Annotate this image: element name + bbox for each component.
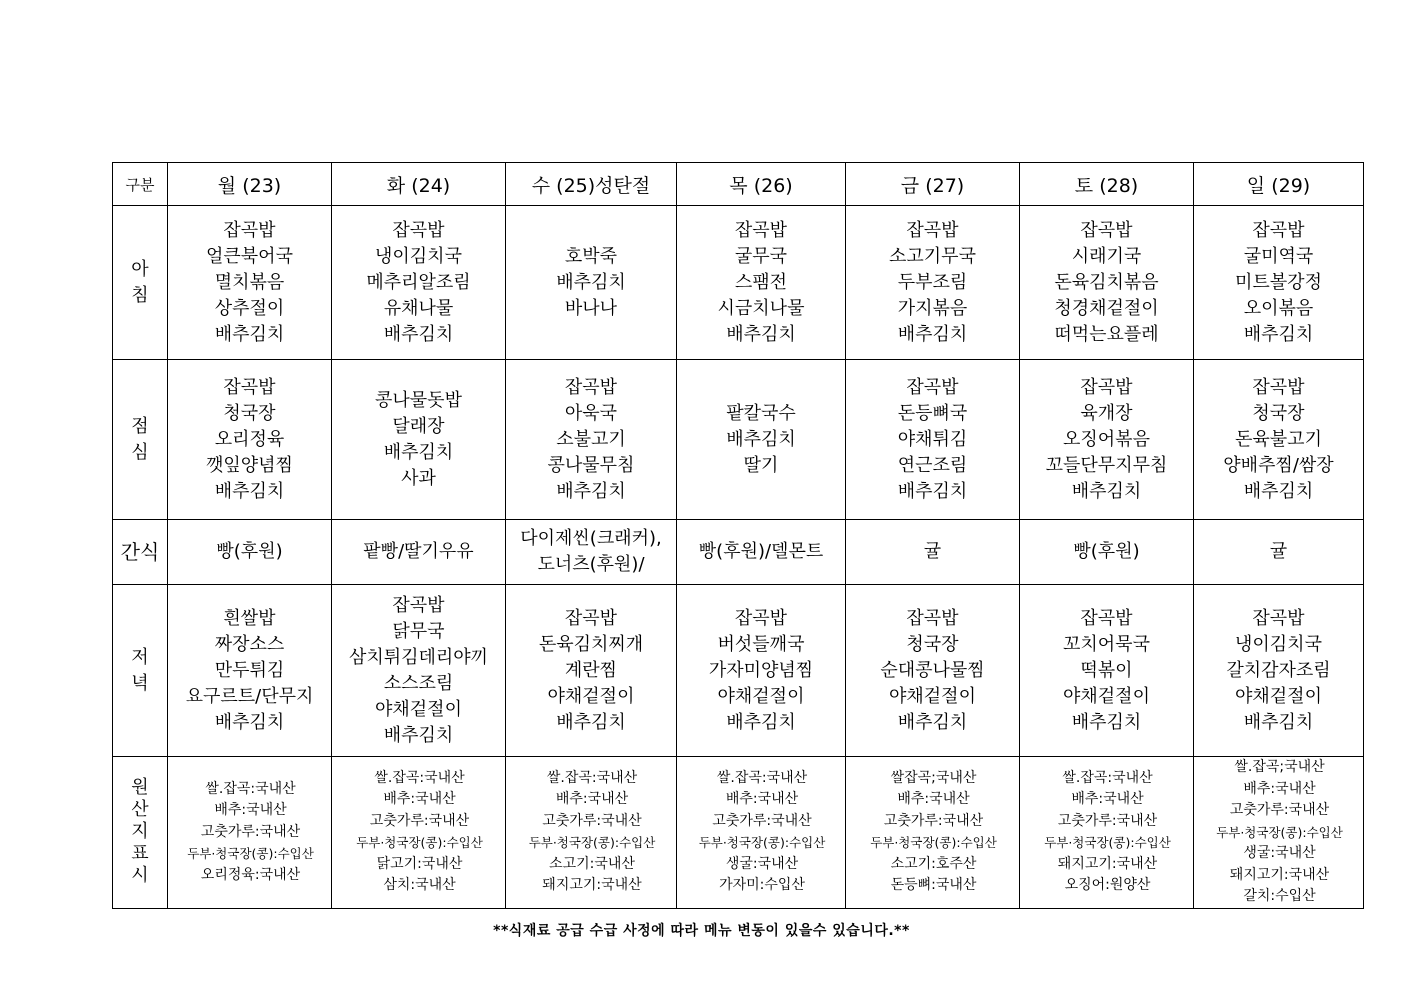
menu-item: 잡곡밥 [1080, 376, 1133, 398]
origin-item: 쌀.잡곡:국내산 [716, 769, 808, 786]
menu-item: 요구르트/단무지 [185, 685, 314, 707]
row-label-char: 점 [131, 415, 149, 437]
menu-item: 떠먹는요플레 [1054, 323, 1159, 345]
origin-item: 오리정육:국내산 [200, 866, 301, 883]
origin-item: 가자미:수입산 [719, 877, 805, 894]
menu-item: 멸치볶음 [214, 271, 285, 293]
origin-row [113, 757, 1364, 909]
menu-item: 만두튀김 [214, 659, 285, 681]
origin-item: 배추:국내산 [725, 791, 799, 808]
row-label-char: 시 [131, 865, 149, 887]
menu-item: 귤 [923, 541, 942, 562]
menu-cell [168, 360, 332, 520]
menu-item: 야채겉절이 [1063, 685, 1150, 707]
menu-item: 흰쌀밥 [223, 607, 276, 629]
origin-item: 고춧가루:국내산 [1229, 802, 1330, 818]
menu-item: 잡곡밥 [906, 607, 959, 629]
lunch-row [113, 360, 1364, 520]
origin-item: 배추:국내산 [1071, 791, 1144, 808]
origin-item: 두부·청국장(콩):수입산 [356, 835, 483, 851]
menu-item: 야채겉절이 [375, 698, 462, 720]
menu-cell [168, 585, 332, 757]
menu-cell [332, 585, 506, 757]
menu-item: 배추김치 [726, 711, 796, 733]
menu-item: 메추리알조림 [366, 271, 471, 293]
menu-cell [1020, 585, 1194, 757]
origin-item: 닭고기:국내산 [376, 855, 463, 872]
menu-item: 잡곡밥 [734, 219, 788, 241]
menu-item: 오리정육 [214, 428, 285, 450]
row-label-char: 침 [131, 284, 149, 306]
menu-item: 소스조림 [383, 672, 454, 694]
menu-item: 배추김치 [1243, 323, 1314, 345]
menu-item: 배추김치 [556, 480, 626, 502]
origin-item: 고춧가루:국내산 [1057, 812, 1158, 829]
menu-item: 팥빵/딸기우유 [363, 541, 474, 562]
day-header: 월 (23) [168, 163, 332, 206]
menu-item: 딸기 [743, 454, 779, 476]
row-label-char: 아 [131, 258, 149, 280]
menu-item: 닭무국 [392, 620, 445, 642]
row-label [113, 360, 168, 520]
origin-item: 고춧가루:국내산 [200, 823, 301, 840]
day-header: 수 (25)성탄절 [506, 163, 677, 206]
origin-item: 쌀.잡곡;국내산 [1234, 759, 1325, 775]
origin-item: 돼지고기:국내산 [542, 877, 642, 894]
origin-item: 생굴:국내산 [1243, 845, 1316, 861]
menu-item: 시금치나물 [717, 297, 805, 319]
menu-item: 잡곡밥 [906, 219, 959, 241]
menu-item: 배추김치 [726, 323, 796, 345]
menu-item: 배추김치 [1071, 711, 1142, 733]
menu-cell [846, 206, 1020, 360]
menu-item: 깻잎양념찜 [206, 454, 293, 476]
menu-item: 배추김치 [1243, 480, 1314, 502]
menu-item: 사과 [401, 467, 436, 489]
menu-item: 시래기국 [1071, 245, 1142, 267]
menu-cell [332, 360, 506, 520]
row-label [113, 585, 168, 757]
menu-item: 미트볼강정 [1235, 271, 1322, 293]
menu-item: 배추김치 [1243, 711, 1314, 733]
origin-item: 배추:국내산 [214, 802, 287, 818]
menu-item: 잡곡밥 [223, 376, 276, 398]
menu-cell [846, 360, 1020, 520]
origin-item: 쌀.잡곡:국내산 [374, 769, 465, 786]
menu-item: 잡곡밥 [734, 607, 788, 629]
origin-item: 소고기:국내산 [549, 855, 635, 872]
menu-item: 배추김치 [897, 480, 968, 502]
menu-item: 배추김치 [214, 480, 285, 502]
origin-item: 쌀잡곡;국내산 [890, 769, 977, 786]
menu-item: 야채겉절이 [889, 685, 976, 707]
menu-item: 배추김치 [214, 323, 285, 345]
menu-cell [1194, 206, 1364, 360]
menu-item: 콩나물돗밥 [375, 389, 462, 411]
origin-item: 두부·청국장(콩):수입산 [698, 835, 826, 851]
menu-item: 계란찜 [564, 659, 618, 681]
day-header: 토 (28) [1020, 163, 1194, 206]
menu-item: 버섯들깨국 [717, 633, 805, 655]
origin-item: 돈등뼈:국내산 [890, 877, 977, 894]
menu-item: 굴무국 [734, 245, 788, 267]
menu-item: 잡곡밥 [1252, 376, 1305, 398]
menu-item: 귤 [1269, 541, 1288, 562]
row-label-char: 저 [131, 646, 149, 668]
menu-cell [846, 520, 1020, 585]
menu-item: 굴미역국 [1243, 245, 1314, 267]
menu-item: 청국장 [906, 633, 959, 655]
menu-cell [168, 206, 332, 360]
menu-item: 바나나 [564, 297, 618, 319]
menu-item: 갈치감자조림 [1226, 659, 1331, 681]
menu-item: 돈육김치볶음 [1054, 271, 1159, 293]
origin-item: 두부·청국장(콩):수입산 [870, 835, 997, 851]
menu-item: 야채겉절이 [1235, 685, 1322, 707]
row-label-char: 원 [131, 777, 149, 799]
origin-item: 갈치:수입산 [1243, 888, 1316, 904]
menu-item: 돈등뼈국 [897, 402, 968, 424]
origin-cell [677, 757, 846, 909]
menu-item: 소불고기 [556, 428, 626, 450]
origin-item: 고춧가루:국내산 [369, 812, 470, 829]
day-header: 일 (29) [1194, 163, 1364, 206]
menu-item: 냉이김치국 [1235, 633, 1322, 655]
menu-cell [677, 360, 846, 520]
menu-cell [168, 520, 332, 585]
menu-item: 배추김치 [383, 724, 454, 746]
menu-item: 청국장 [1252, 402, 1305, 424]
menu-cell [1194, 585, 1364, 757]
origin-item: 쌀.잡곡:국내산 [205, 780, 296, 797]
menu-item: 잡곡밥 [564, 376, 618, 398]
menu-item: 배추김치 [214, 711, 285, 733]
menu-item: 빵(후원) [216, 541, 283, 562]
origin-item: 고춧가루:국내산 [883, 812, 984, 829]
weekly-menu-table [112, 162, 1364, 909]
origin-cell [506, 757, 677, 909]
row-label [113, 206, 168, 360]
menu-item: 잡곡밥 [392, 594, 445, 616]
origin-item: 소고기:호주산 [890, 855, 977, 872]
menu-item: 상추절이 [214, 297, 285, 319]
menu-item: 스팸전 [734, 271, 788, 293]
menu-item: 잡곡밥 [1252, 219, 1305, 241]
header-label: 구분 [113, 163, 168, 206]
menu-item: 배추김치 [556, 271, 626, 293]
row-label-char: 녁 [131, 672, 149, 694]
snack-row [113, 520, 1364, 585]
notice-text: **식재료 공급 수급 사정에 따라 메뉴 변동이 있을수 있습니다.** [493, 923, 910, 939]
menu-cell [506, 360, 677, 520]
menu-item: 꼬치어묵국 [1063, 633, 1150, 655]
origin-item: 고춧가루:국내산 [712, 812, 812, 829]
menu-item: 도너츠(후원)/ [537, 554, 645, 575]
origin-item: 두부·청국장(콩):수입산 [1044, 835, 1171, 851]
menu-cell [677, 520, 846, 585]
row-label-char: 심 [131, 441, 149, 463]
menu-cell [677, 585, 846, 757]
menu-item: 팥칼국수 [726, 402, 796, 424]
day-header: 화 (24) [332, 163, 506, 206]
menu-item: 육개장 [1080, 402, 1133, 424]
menu-cell [1020, 520, 1194, 585]
menu-item: 야채튀김 [897, 428, 968, 450]
day-header: 목 (26) [677, 163, 846, 206]
menu-item: 꼬들단무지무침 [1045, 454, 1168, 476]
menu-item: 냉이김치국 [375, 245, 462, 267]
menu-item: 청국장 [223, 402, 276, 424]
origin-item: 배추:국내산 [383, 791, 456, 808]
menu-cell [332, 206, 506, 360]
menu-item: 청경채겉절이 [1054, 297, 1159, 319]
day-header: 금 (27) [846, 163, 1020, 206]
origin-item: 오징어:원양산 [1064, 877, 1151, 894]
origin-item: 쌀.잡곡:국내산 [1062, 769, 1153, 786]
row-label-char: 산 [131, 799, 149, 821]
menu-item: 두부조림 [897, 271, 968, 293]
menu-item: 빵(후원) [1073, 541, 1140, 562]
row-label [113, 757, 168, 909]
origin-cell [1194, 757, 1364, 909]
origin-item: 두부·청국장(콩):수입산 [187, 846, 314, 861]
menu-cell [332, 520, 506, 585]
menu-cell [1194, 520, 1364, 585]
menu-item: 잡곡밥 [1080, 607, 1133, 629]
menu-cell [1020, 206, 1194, 360]
menu-item: 야채겉절이 [717, 685, 805, 707]
menu-item: 야채겉절이 [547, 685, 635, 707]
menu-item: 짜장소스 [214, 633, 285, 655]
menu-item: 연근조림 [897, 454, 968, 476]
dinner-row [113, 585, 1364, 757]
menu-item: 배추김치 [726, 428, 796, 450]
menu-item: 오징어볶음 [1063, 428, 1150, 450]
origin-cell [1020, 757, 1194, 909]
menu-cell [506, 585, 677, 757]
origin-item: 돼지고기:국내산 [1229, 866, 1330, 883]
menu-item: 아욱국 [564, 402, 618, 424]
origin-cell [332, 757, 506, 909]
menu-cell [677, 206, 846, 360]
menu-cell [506, 520, 677, 585]
origin-item: 두부·청국장(콩):수입산 [528, 835, 656, 851]
origin-item: 배추:국내산 [1243, 780, 1316, 797]
origin-cell [168, 757, 332, 909]
menu-item: 잡곡밥 [392, 219, 445, 241]
menu-item: 가지볶음 [897, 297, 968, 319]
row-label-char: 지 [131, 821, 149, 843]
header-row [113, 163, 1364, 206]
menu-item: 배추김치 [556, 711, 626, 733]
menu-item: 호박죽 [564, 245, 618, 267]
origin-item: 두부·청국장(콩):수입산 [1216, 824, 1343, 840]
origin-item: 삼치:국내산 [383, 877, 456, 894]
menu-cell [506, 206, 677, 360]
menu-item: 잡곡밥 [223, 219, 276, 241]
menu-item: 잡곡밥 [906, 376, 959, 398]
row-label-char: 표 [131, 843, 149, 865]
menu-item: 배추김치 [383, 323, 454, 345]
menu-item: 돈육김치찌개 [538, 633, 644, 655]
menu-item: 돈육불고기 [1235, 428, 1322, 450]
menu-item: 떡볶이 [1080, 659, 1133, 681]
menu-item: 소고기무국 [889, 245, 976, 267]
menu-item: 배추김치 [897, 323, 968, 345]
origin-item: 배추:국내산 [555, 791, 629, 808]
menu-item: 다이제씬(크래커), [520, 528, 662, 549]
menu-item: 배추김치 [897, 711, 968, 733]
menu-cell [1194, 360, 1364, 520]
breakfast-row [113, 206, 1364, 360]
menu-item: 가자미양념찜 [708, 659, 814, 681]
menu-item: 오이볶음 [1243, 297, 1314, 319]
menu-item: 유채나물 [383, 297, 454, 319]
menu-item: 잡곡밥 [564, 607, 618, 629]
origin-item: 쌀.잡곡:국내산 [546, 769, 638, 786]
menu-item: 순대콩나물찜 [880, 659, 985, 681]
origin-item: 배추:국내산 [897, 791, 970, 808]
menu-item: 삼치튀김데리야끼 [348, 646, 489, 668]
menu-cell [846, 585, 1020, 757]
menu-item: 양배추찜/쌈장 [1223, 454, 1334, 476]
row-label: 간식 [113, 520, 168, 585]
origin-item: 돼지고기:국내산 [1057, 855, 1158, 872]
menu-item: 배추김치 [1071, 480, 1142, 502]
menu-item: 잡곡밥 [1080, 219, 1133, 241]
menu-item: 배추김치 [383, 441, 454, 463]
menu-item: 빵(후원)/델몬트 [698, 541, 824, 562]
menu-item: 얼큰북어국 [206, 245, 293, 267]
origin-item: 생굴:국내산 [725, 855, 799, 872]
menu-item: 잡곡밥 [1252, 607, 1305, 629]
origin-item: 고춧가루:국내산 [542, 812, 642, 829]
menu-item: 달래장 [392, 415, 445, 437]
menu-cell [1020, 360, 1194, 520]
menu-item: 콩나물무침 [547, 454, 635, 476]
origin-cell [846, 757, 1020, 909]
